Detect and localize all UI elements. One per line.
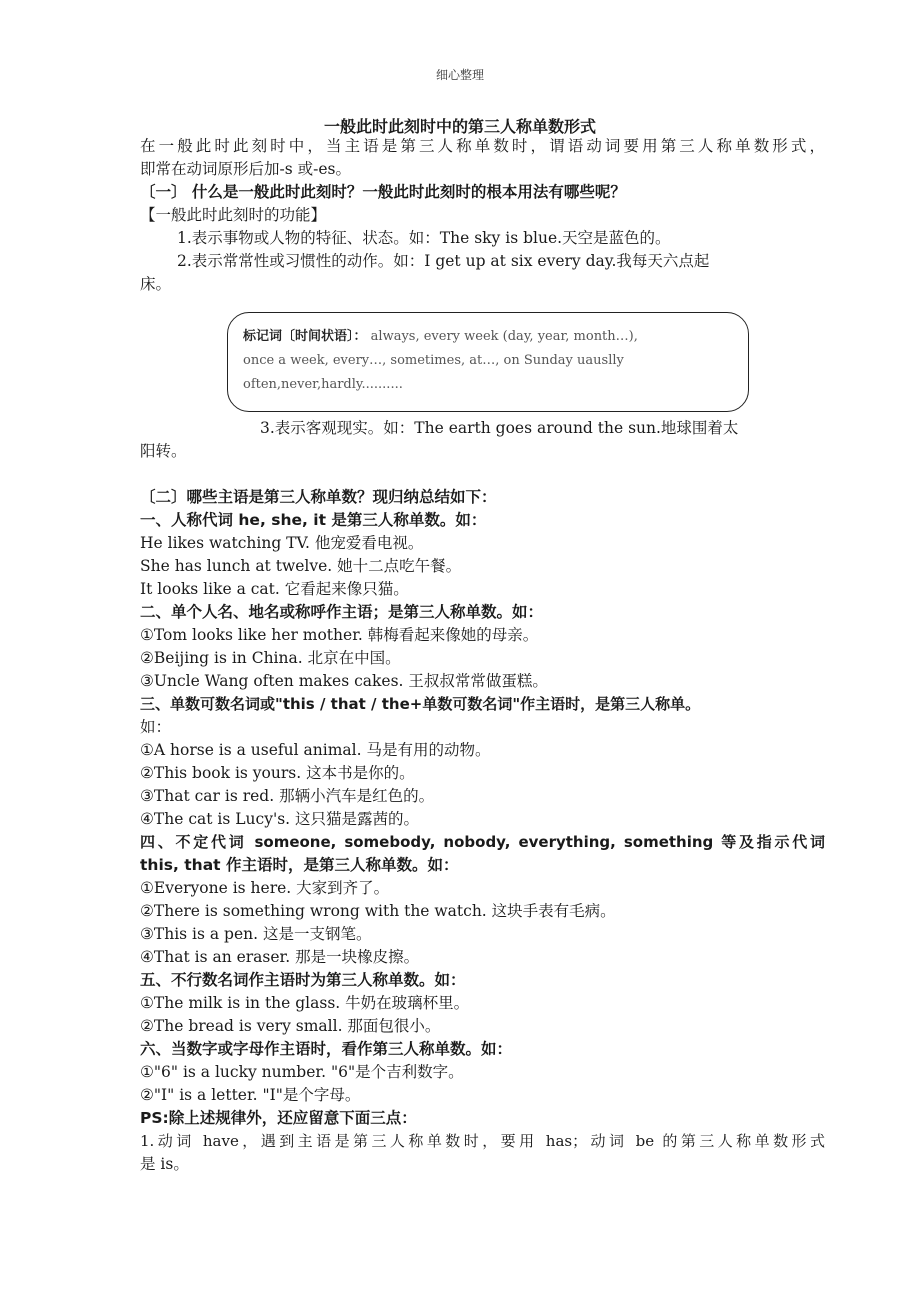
- box-line: always, every week (day, year, month…),: [370, 329, 638, 344]
- section1-subheading: 【一般此时此刻时的功能】: [140, 206, 327, 224]
- example-line: ④That is an eraser. 那是一块橡皮擦。: [140, 948, 420, 966]
- example-line: She has lunch at twelve. 她十二点吃午餐。: [140, 557, 462, 575]
- rule-heading: 四、不定代词 someone, somebody, nobody, everything, something 等及指示代词: [140, 833, 825, 851]
- rule-heading: 六、当数字或字母作主语时，看作第三人称单数。如：: [140, 1040, 513, 1058]
- page-title: 一般此时此刻时中的第三人称单数形式: [323, 117, 596, 136]
- example-line: ③That car is red. 那辆小汽车是红色的。: [140, 787, 435, 805]
- ps-item: 1.动词 have，遇到主语是第三人称单数时，要用 has；动词 be 的第三人称单数形式: [140, 1132, 825, 1150]
- example-line: ①Everyone is here. 大家到齐了。: [140, 879, 390, 897]
- example-line: ②There is something wrong with the watch. 这块手表有毛病。: [140, 902, 616, 920]
- rule-heading: 二、单个人名、地名或称呼作主语；是第三人称单数。如：: [140, 603, 544, 621]
- intro-line: 即常在动词原形后加-s 或-es。: [140, 160, 351, 178]
- example-line: ②The bread is very small. 那面包很小。: [140, 1017, 441, 1035]
- rule-heading: 一、人称代词 he, she, it 是第三人称单数。如：: [140, 511, 487, 529]
- box-line: often,never,hardly..........: [243, 377, 403, 392]
- example-line: ③Uncle Wang often makes cakes. 王叔叔常常做蛋糕。: [140, 672, 548, 690]
- example-line: ④The cat is Lucy's. 这只猫是露茜的。: [140, 810, 420, 828]
- example-line: ①A horse is a useful animal. 马是有用的动物。: [140, 741, 491, 759]
- rule-heading-cont: this, that 作主语时，是第三人称单数。如：: [140, 856, 459, 874]
- example-line: ②"I" is a letter. "I"是个字母。: [140, 1086, 361, 1104]
- section1-heading: 〔一〕 什么是一般此时此刻时？一般此时此刻时的根本用法有哪些呢？: [140, 183, 626, 201]
- example-line: It looks like a cat. 它看起来像只猫。: [140, 580, 409, 598]
- example-line: ①Tom looks like her mother. 韩梅看起来像她的母亲。: [140, 626, 539, 644]
- box-line: once a week, every…, sometimes, at…, on Sunday uauslly: [243, 353, 624, 368]
- function-item: 床。: [140, 275, 172, 293]
- section2-heading: 〔二〕哪些主语是第三人称单数？现归纳总结如下：: [140, 488, 497, 506]
- example-line: He likes watching TV. 他宠爱看电视。: [140, 534, 424, 552]
- time-marker-box: [227, 312, 749, 412]
- example-line: ①"6" is a lucky number. "6"是个吉利数字。: [140, 1063, 464, 1081]
- rule-heading-cont: 如：: [140, 718, 172, 736]
- ps-heading: PS:除上述规律外，还应留意下面三点：: [140, 1109, 417, 1127]
- example-line: ②Beijing is in China. 北京在中国。: [140, 649, 401, 667]
- example-line: ①The milk is in the glass. 牛奶在玻璃杯里。: [140, 994, 470, 1012]
- function-item-3: [140, 417, 825, 463]
- section2: [140, 486, 825, 1176]
- ps-item: 是 is。: [140, 1155, 189, 1173]
- function-item: 3.表示客观现实。如：The earth goes around the sun.地球围着太: [260, 419, 739, 437]
- intro-paragraph: [140, 135, 825, 296]
- function-item: 2.表示常常性或习惯性的动作。如：I get up at six every day.我每天六点起: [177, 252, 710, 270]
- example-line: ③This is a pen. 这是一支钢笔。: [140, 925, 372, 943]
- function-item: 阳转。: [140, 442, 187, 460]
- function-item: 1.表示事物或人物的特征、状态。如：The sky is blue.天空是蓝色的。: [177, 229, 671, 247]
- page-header: 细心整理: [435, 68, 484, 82]
- rule-heading: 三、单数可数名词或"this / that / the+单数可数名词"作主语时，是第三人称单。: [140, 695, 701, 713]
- rule-heading: 五、不行数名词作主语时为第三人称单数。如：: [140, 971, 466, 989]
- example-line: ②This book is yours. 这本书是你的。: [140, 764, 415, 782]
- intro-line: 在一般此时此刻时中，当主语是第三人称单数时，谓语动词要用第三人称单数形式，: [140, 137, 825, 155]
- box-label: 标记词〔时间状语〕：: [243, 329, 367, 344]
